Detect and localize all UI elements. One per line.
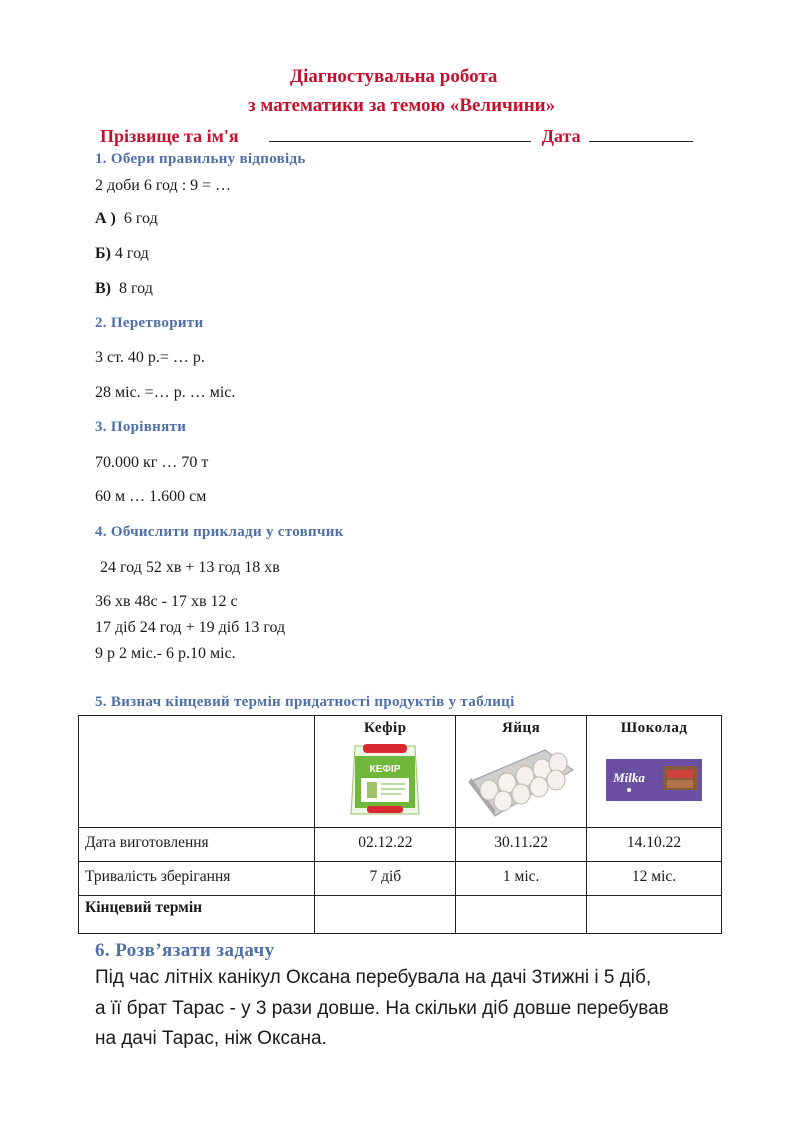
task1-expression: 2 доби 6 год : 9 = …: [95, 177, 232, 194]
made-cell: 02.12.22: [315, 828, 456, 862]
task4-heading: 4. Обчислити приклади у стовпчик: [95, 524, 344, 540]
row-label: Кінцевий термін: [79, 896, 315, 934]
eggs-image: [456, 737, 586, 823]
task4-item: 24 год 52 хв + 13 год 18 хв: [100, 559, 280, 576]
name-input-line[interactable]: [269, 127, 531, 142]
task2-item: 28 міс. =… р. … міс.: [95, 384, 236, 401]
task1-option-c[interactable]: [95, 280, 153, 298]
product-name: Кефір: [364, 720, 407, 736]
row-label: Тривалість зберігання: [79, 862, 315, 896]
task3-item: 60 м … 1.600 см: [95, 488, 207, 505]
option-text: 8 год: [119, 280, 153, 297]
task4-item: 17 діб 24 год + 19 діб 13 год: [95, 619, 286, 636]
chocolate-label: Milka: [613, 770, 645, 785]
task3-item: 70.000 кг … 70 т: [95, 454, 209, 471]
shelf-cell: 12 міс.: [587, 862, 722, 896]
option-letter: В): [95, 280, 111, 297]
table-corner-cell: [79, 716, 315, 828]
date-label: Дата: [541, 126, 581, 146]
task6-text-line: Під час літніх канікул Оксана перебувала на дачі 3тижні і 5 діб,: [95, 967, 652, 988]
title-line-1: Діагностувальна робота: [290, 66, 498, 87]
task1-option-b[interactable]: [95, 245, 149, 263]
option-text: 4 год: [114, 245, 149, 262]
task5-heading: 5. Визнач кінцевий термін придатності продуктів у таблиці: [95, 694, 515, 710]
option-letter: А ): [95, 210, 116, 227]
task3-heading: 3. Порівняти: [95, 419, 187, 435]
table-row: [79, 896, 722, 934]
option-letter: Б): [95, 245, 111, 262]
shelf-cell: 1 міс.: [456, 862, 587, 896]
option-text: 6 год: [123, 210, 158, 227]
task6-text-line: на дачі Тарас, ніж Оксана.: [95, 1028, 327, 1049]
table-header-row: [79, 716, 722, 828]
table-row: [79, 828, 722, 862]
products-table: [78, 715, 722, 934]
kefir-image: [315, 737, 455, 823]
title-line-2: з математики за темою «Величини»: [248, 95, 556, 116]
task1-heading: 1. Обери правильну відповідь: [95, 151, 306, 167]
made-cell: 14.10.22: [587, 828, 722, 862]
answer-cell[interactable]: [456, 896, 587, 934]
name-date-row: [100, 126, 693, 147]
product-name: Яйця: [502, 720, 541, 736]
task4-item: 36 хв 48с - 17 хв 12 с: [95, 593, 238, 610]
task1-option-a[interactable]: [95, 210, 158, 228]
product-name: Шоколад: [620, 720, 688, 736]
name-label: Прізвище та ім'я: [100, 126, 239, 146]
task2-item: 3 ст. 40 р.= … р.: [95, 349, 205, 366]
product-header-kefir: [315, 716, 456, 828]
date-input-line[interactable]: [589, 127, 693, 142]
kefir-label: КЕФІР: [369, 764, 401, 775]
made-cell: 30.11.22: [456, 828, 587, 862]
product-header-eggs: [456, 716, 587, 828]
product-header-chocolate: [587, 716, 722, 828]
task4-item: 9 р 2 міс.- 6 р.10 міс.: [95, 645, 236, 662]
answer-cell[interactable]: [315, 896, 456, 934]
shelf-cell: 7 діб: [315, 862, 456, 896]
task6-heading: 6. Розв’язати задачу: [95, 940, 275, 961]
task6-text-line: а її брат Тарас - у 3 рази довше. На скільки діб довше перебував: [95, 998, 669, 1019]
row-label: Дата виготовлення: [79, 828, 315, 862]
chocolate-image: [587, 737, 721, 823]
task2-heading: 2. Перетворити: [95, 315, 204, 331]
answer-cell[interactable]: [587, 896, 722, 934]
table-row: [79, 862, 722, 896]
